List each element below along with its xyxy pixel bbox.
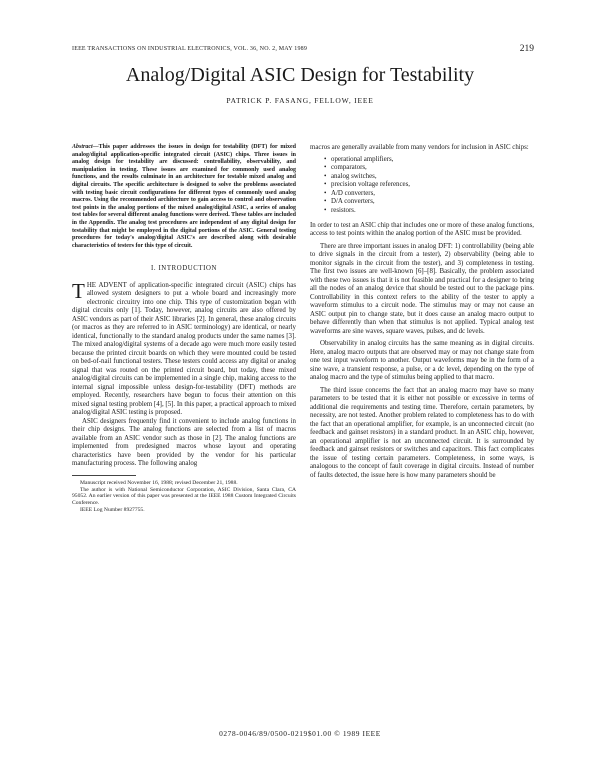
list-item: • operational amplifiers,: [324, 155, 394, 163]
list-item: • precision voltage references,: [324, 181, 411, 189]
intro-paragraph-1: [72, 278, 296, 418]
copyright-footer: 0278-0046/89/0500-0219$01.00 © 1989 IEEE: [219, 729, 381, 738]
footnote-manuscript: Manuscript received November 16, 1988; revised December 21, 1988.: [80, 479, 238, 486]
drop-cap: T: [72, 278, 85, 303]
intro-paragraph-2: ASIC designers frequently find it convenient to include analog functions in their chip designs. The analog functions are selected from a list of macros available from an ASIC vendor such as those in [2]. The analog functions are implemented from predesigned macros whose layout and operating characteristics have been provided by the vendor for his particular manufacturing process. The following analog: [72, 417, 296, 468]
running-header: [72, 46, 534, 58]
list-item: • analog switches,: [324, 172, 377, 180]
list-item: • D/A converters,: [324, 198, 375, 206]
section-heading-introduction: I. INTRODUCTION: [150, 265, 217, 273]
body-paragraph: There are three important issues in analog DFT: 1) controllability (being able to drive signals in the circuit from a tester), 2) observability (being able to monitor signals in the circuit from the tester), and 3) completeness in testing. The first two issues are well-known [6]–[8]. Basically, the problem associated with these two issues is that it is not feasible and practical for a designer to bring all the nodes of an analog device that should be tested out to the package pins. Controllability in this context refers to the ability of the tester to apply a waveform stimulus to a circuit node. The stimulus may or may not cause an ASIC output pin to change state, but it does cause an analog macro output to behave differently than when that stimulus is not applied. Typical analog test waveforms are sine waves, square waves, pulses, and dc levels.: [310, 242, 534, 335]
list-item: • resistors.: [324, 207, 356, 215]
journal-citation: IEEE TRANSACTIONS ON INDUSTRIAL ELECTRONICS, VOL. 36, NO. 2, MAY 1989: [72, 46, 308, 52]
left-column: [72, 144, 296, 514]
paper-title: Analog/Digital ASIC Design for Testability: [125, 64, 475, 86]
abstract-text: This paper addresses the issues in design for testability (DFT) for mixed analog/digital application-specific integrated circuit (ASIC) chips. Three issues in analog design for testability are discussed: controllability, observability, and manipulation in testing. These issues are examined for commonly used analog functions, and the results culminate in an architecture for testable mixed analog and digital circuits. The specific architecture is designed to solve the problems associated with testing basic circuit configurations for different types of commonly used analog macros. Using the recommended architecture to gain access to control and observation test points in the analog portions of the mixed analog/digital ASIC, a series of analog test tables for several different analog functions were derived. These tables are included in the Appendix. The analog test procedures are independent of any digital design for testability that might be employed in the digital portions of the ASIC. General testing procedures for today's analog/digital ASIC's are described along with desirable characteristics of testers for this type of circuit.: [72, 144, 296, 249]
footnote-log-number: IEEE Log Number 8927755.: [80, 507, 145, 513]
abstract-lead: Abstract—: [72, 144, 99, 150]
footnote-divider: [72, 475, 136, 476]
page-number: 219: [519, 44, 534, 54]
list-item: • comparators,: [324, 164, 367, 172]
body-paragraph: The third issue concerns the fact that an analog macro may have so many parameters to be tested that it is either not possible or excessive in terms of additional die requirements and testing time. Therefore, certain parameters, by necessity, are not tested. Another problem related to completeness has to do with the fact that an operational amplifier, for example, is an unconnected circuit (no feedback and gainset resistors) in a standard product. In an ASIC chip, however, an operational amplifier is not an unconnected circuit. It is surrounded by feedback and gainset resistors or switches and capacitors. This fact complicates the issue of testing certain parameters. Completeness, in some ways, is analogous to the concept of fault coverage in digital circuits. Instead of number of faults detected, the issue here is how many parameters should be: [310, 386, 534, 479]
macro-list: [324, 156, 534, 216]
macro-list-intro: macros are generally available from many vendors for inclusion in ASIC chips:: [310, 144, 529, 151]
right-column: [310, 144, 534, 480]
footnote-affiliation: The author is with National Semiconductor Corporation, ASIC Division, Santa Clara, CA 95052. An earlier version of this paper was presented at the IEEE 1988 Custom Integrated Circuits Conference.: [72, 486, 296, 507]
body-paragraph: Observability in analog circuits has the same meaning as in digital circuits. Here, analog macro outputs that are observed may or may not change state from one test input waveform to another. Output waveforms may be in the form of a sine wave, a transient response, a pulse, or a dc level, depending on the type of analog macro and the type of stimulus being applied to that macro.: [310, 340, 534, 382]
author-line: PATRICK P. FASANG, FELLOW, IEEE: [226, 96, 374, 105]
abstract: [72, 144, 296, 250]
list-item: • A/D converters,: [324, 189, 376, 197]
body-paragraph: In order to test an ASIC chip that includes one or more of these analog functions, access to test points within the analog portion of the ASIC must be provided.: [310, 221, 534, 238]
intro-paragraph-1-text: HE ADVENT of application-specific integrated circuit (ASIC) chips has allowed system designers to put a whole board and increasingly more electronic circuitry into one chip. This type of customization began with digital circuits only [1]. Today, however, analog circuits are also offered by ASIC vendors as part of their ASIC libraries [2]. In general, these analog circuits (or macros as they are referred to in ASIC terminology) are identical, or nearly identical, functionally to the standard analog products under the same names [3]. The mixed analog/digital systems of a decade ago were much more easily tested because the printed circuit boards on which they were mounted could be tested on bed-of-nail functional testers. These testers could access any digital or analog signal that was routed on the printed circuit board, but today, these mixed analog/digital circuits can be implemented in a single chip, making access to the internal signal impossible unless design-for-testability (DFT) methods are employed. Recently, researchers have begun to focus their attention on this mixed signal testing problem [4], [5]. In this paper, a practical approach to mixed analog/digital ASIC testing is proposed.: [72, 281, 296, 417]
